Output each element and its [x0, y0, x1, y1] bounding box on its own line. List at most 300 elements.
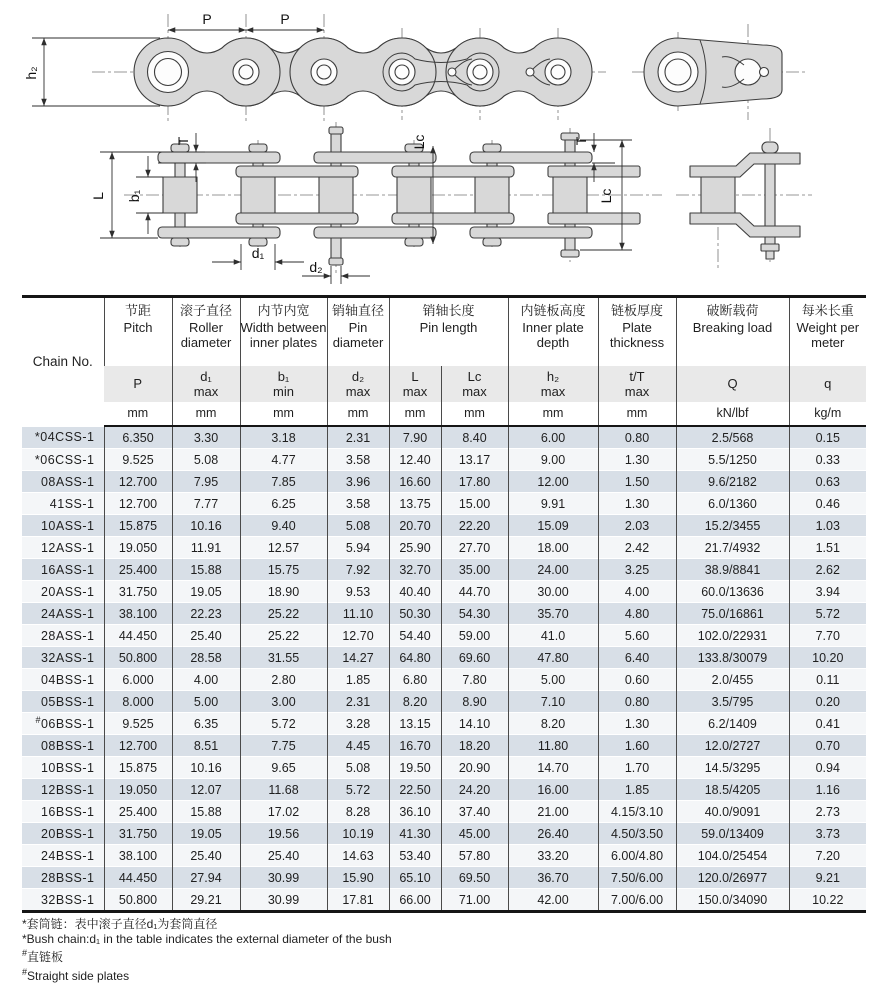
value-cell: 7.10: [508, 691, 598, 713]
value-cell: 13.17: [441, 449, 508, 471]
value-cell: 47.80: [508, 647, 598, 669]
footnote-text: Straight side plates: [27, 968, 130, 983]
dim-label-t-left: T: [175, 136, 191, 146]
dim-label-t-right: T: [573, 136, 589, 146]
value-cell: 59.0/13409: [676, 823, 789, 845]
value-cell: 5.00: [172, 691, 240, 713]
value-cell: 22.20: [441, 515, 508, 537]
value-cell: 59.00: [441, 625, 508, 647]
value-cell: 0.94: [789, 757, 866, 779]
table-row: [22, 757, 866, 779]
dim-label-pitch-2: P: [280, 11, 290, 27]
value-cell: 6.40: [598, 647, 676, 669]
value-cell: 12.40: [389, 449, 441, 471]
footnote-line: [22, 946, 888, 965]
value-cell: 11.68: [240, 779, 327, 801]
value-cell: 20.90: [441, 757, 508, 779]
value-cell: 5.72: [327, 779, 389, 801]
value-cell: 10.22: [789, 889, 866, 912]
value-cell: 3.96: [327, 471, 389, 493]
symbol: Lc: [467, 368, 482, 384]
value-cell: 4.50/3.50: [598, 823, 676, 845]
header-cell-chain-no: Chain No.: [22, 297, 104, 427]
value-cell: 2.80: [240, 669, 327, 691]
unit-cell: mm: [508, 402, 598, 426]
value-cell: 2.03: [598, 515, 676, 537]
value-cell: 7.92: [327, 559, 389, 581]
chain-no-cell: 24BSS-1: [22, 845, 104, 867]
value-cell: 33.20: [508, 845, 598, 867]
value-cell: 4.00: [172, 669, 240, 691]
value-cell: 14.10: [441, 713, 508, 735]
value-cell: 3.58: [327, 493, 389, 515]
value-cell: 3.18: [240, 426, 327, 449]
value-cell: 54.30: [441, 603, 508, 625]
value-cell: 57.80: [441, 845, 508, 867]
chain-no-cell: *06CSS-1: [22, 449, 104, 471]
value-cell: 1.51: [789, 537, 866, 559]
value-cell: 12.07: [172, 779, 240, 801]
value-cell: 25.400: [104, 801, 172, 823]
value-cell: 9.53: [327, 581, 389, 603]
header-cell: [389, 297, 508, 367]
value-cell: 1.16: [789, 779, 866, 801]
value-cell: 2.0/455: [676, 669, 789, 691]
value-cell: 12.0/2727: [676, 735, 789, 757]
value-cell: 5.60: [598, 625, 676, 647]
value-cell: 25.40: [172, 845, 240, 867]
value-cell: 32.70: [389, 559, 441, 581]
chain-no-cell: 12ASS-1: [22, 537, 104, 559]
table-row: [22, 515, 866, 537]
value-cell: 22.50: [389, 779, 441, 801]
dim-label-lc-top: Lc: [411, 134, 427, 150]
value-cell: 7.70: [789, 625, 866, 647]
header-zh: 销轴直径: [331, 303, 384, 318]
value-cell: 7.80: [441, 669, 508, 691]
table-row: [22, 493, 866, 515]
value-cell: 20.70: [389, 515, 441, 537]
value-cell: 1.70: [598, 757, 676, 779]
symbol: b₁: [277, 368, 290, 384]
value-cell: 29.21: [172, 889, 240, 912]
dim-label-pitch-1: P: [202, 11, 212, 27]
chain-no-cell: 10BSS-1: [22, 757, 104, 779]
header-zh: 内节内宽: [257, 303, 310, 318]
table-row: [22, 647, 866, 669]
value-cell: 50.800: [104, 889, 172, 912]
value-cell: 102.0/22931: [676, 625, 789, 647]
value-cell: 9.65: [240, 757, 327, 779]
value-cell: 16.00: [508, 779, 598, 801]
table-row: [22, 867, 866, 889]
value-cell: 24.00: [508, 559, 598, 581]
unit-cell: mm: [104, 402, 172, 426]
header-zh: 内链板高度: [520, 303, 586, 318]
value-cell: 9.525: [104, 449, 172, 471]
header-en: Roller diameter: [180, 319, 232, 350]
value-cell: 14.63: [327, 845, 389, 867]
value-cell: 8.20: [508, 713, 598, 735]
value-cell: 22.23: [172, 603, 240, 625]
value-cell: 15.00: [441, 493, 508, 515]
value-cell: 1.85: [598, 779, 676, 801]
chain-no-cell: 20ASS-1: [22, 581, 104, 603]
value-cell: 4.00: [598, 581, 676, 603]
value-cell: 15.09: [508, 515, 598, 537]
value-cell: 50.30: [389, 603, 441, 625]
value-cell: 15.875: [104, 757, 172, 779]
value-cell: 2.5/568: [676, 426, 789, 449]
value-cell: 16.60: [389, 471, 441, 493]
value-cell: 0.70: [789, 735, 866, 757]
chain-no-cell: 04BSS-1: [22, 669, 104, 691]
symbol: q: [824, 376, 832, 392]
value-cell: 17.81: [327, 889, 389, 912]
header-en: Pin diameter: [332, 319, 384, 350]
table-body: [22, 426, 866, 912]
value-cell: 31.55: [240, 647, 327, 669]
footnote-line: [22, 917, 888, 932]
value-cell: 8.000: [104, 691, 172, 713]
table-row: [22, 801, 866, 823]
chain-no-cell: 28BSS-1: [22, 867, 104, 889]
value-cell: 19.050: [104, 779, 172, 801]
value-cell: 30.00: [508, 581, 598, 603]
header-en: Pitch: [123, 319, 153, 335]
dim-label-d2: d₂: [309, 259, 323, 275]
dim-label-l: L: [90, 192, 106, 200]
symbol-cell: [327, 366, 389, 402]
value-cell: 15.90: [327, 867, 389, 889]
chain-top-view-diagram: [90, 122, 662, 284]
value-cell: 40.0/9091: [676, 801, 789, 823]
value-cell: 5.00: [508, 669, 598, 691]
header-row-symbols: [22, 366, 866, 402]
value-cell: 14.5/3295: [676, 757, 789, 779]
table-row: [22, 713, 866, 735]
value-cell: 75.0/16861: [676, 603, 789, 625]
value-cell: 60.0/13636: [676, 581, 789, 603]
value-cell: 1.50: [598, 471, 676, 493]
symbol: d₁: [200, 368, 212, 384]
footnote-text: Bush chain:d₁ in the table indicates the external diameter of the bush: [26, 931, 392, 946]
header-row-titles: [22, 297, 866, 367]
value-cell: 44.450: [104, 625, 172, 647]
value-cell: 40.40: [389, 581, 441, 603]
header-en: Pin length: [419, 319, 478, 335]
symbol-cell: [508, 366, 598, 402]
symbol: d₂: [351, 368, 365, 384]
value-cell: 2.31: [327, 426, 389, 449]
header-cell: [598, 297, 676, 367]
value-cell: 50.800: [104, 647, 172, 669]
value-cell: 150.0/34090: [676, 889, 789, 912]
header-cell: [240, 297, 327, 367]
value-cell: 1.30: [598, 449, 676, 471]
table-row: [22, 449, 866, 471]
value-cell: 15.2/3455: [676, 515, 789, 537]
table-row: [22, 823, 866, 845]
value-cell: 35.00: [441, 559, 508, 581]
value-cell: 7.50/6.00: [598, 867, 676, 889]
symbol-cell: [104, 366, 172, 402]
value-cell: 9.91: [508, 493, 598, 515]
value-cell: 0.46: [789, 493, 866, 515]
value-cell: 30.99: [240, 867, 327, 889]
table-row: [22, 735, 866, 757]
value-cell: 42.00: [508, 889, 598, 912]
value-cell: 31.750: [104, 823, 172, 845]
value-cell: 8.40: [441, 426, 508, 449]
value-cell: 0.80: [598, 426, 676, 449]
chain-no-cell: 08ASS-1: [22, 471, 104, 493]
value-cell: 15.88: [172, 801, 240, 823]
dim-label-lc-right: Lc: [598, 188, 614, 204]
table-row: [22, 603, 866, 625]
chain-no-cell: *04CSS-1: [22, 426, 104, 449]
value-cell: 53.40: [389, 845, 441, 867]
dim-label-d1: d₁: [251, 245, 265, 261]
header-cell: [104, 297, 172, 367]
table-row: [22, 559, 866, 581]
value-cell: 3.28: [327, 713, 389, 735]
value-cell: 26.40: [508, 823, 598, 845]
value-cell: 4.45: [327, 735, 389, 757]
value-cell: 14.70: [508, 757, 598, 779]
value-cell: 17.80: [441, 471, 508, 493]
value-cell: 8.28: [327, 801, 389, 823]
value-cell: 2.73: [789, 801, 866, 823]
qualifier: max: [402, 384, 428, 399]
qualifier: min: [273, 384, 294, 399]
value-cell: 17.02: [240, 801, 327, 823]
value-cell: 18.00: [508, 537, 598, 559]
value-cell: 4.15/3.10: [598, 801, 676, 823]
value-cell: 13.75: [389, 493, 441, 515]
header-en: Inner plate depth: [522, 319, 584, 350]
header-row-units: [22, 402, 866, 426]
symbol: L: [411, 368, 419, 384]
value-cell: 12.700: [104, 735, 172, 757]
value-cell: 0.15: [789, 426, 866, 449]
value-cell: 10.19: [327, 823, 389, 845]
table-row: [22, 779, 866, 801]
value-cell: 19.05: [172, 823, 240, 845]
symbol-cell: [789, 366, 866, 402]
value-cell: 15.88: [172, 559, 240, 581]
chain-no-cell: 41SS-1: [22, 493, 104, 515]
value-cell: 3.5/795: [676, 691, 789, 713]
value-cell: 19.56: [240, 823, 327, 845]
value-cell: 8.20: [389, 691, 441, 713]
symbol: h₂: [546, 368, 560, 384]
chain-side-view-diagram: [23, 11, 606, 122]
table-row: [22, 426, 866, 449]
value-cell: 13.15: [389, 713, 441, 735]
value-cell: 11.91: [172, 537, 240, 559]
footnote-line: [22, 932, 888, 947]
value-cell: 6.25: [240, 493, 327, 515]
value-cell: 19.50: [389, 757, 441, 779]
table-row: [22, 471, 866, 493]
chain-no-cell: 32ASS-1: [22, 647, 104, 669]
value-cell: 133.8/30079: [676, 647, 789, 669]
value-cell: 19.05: [172, 581, 240, 603]
dim-label-h2: h₂: [23, 66, 39, 80]
chain-no-cell: 16BSS-1: [22, 801, 104, 823]
value-cell: 5.72: [789, 603, 866, 625]
header-zh: 节距: [124, 303, 151, 318]
value-cell: 0.80: [598, 691, 676, 713]
value-cell: 10.20: [789, 647, 866, 669]
table-row: [22, 845, 866, 867]
header-en: Breaking load: [692, 319, 773, 335]
value-cell: 6.350: [104, 426, 172, 449]
chain-no-cell: 05BSS-1: [22, 691, 104, 713]
value-cell: 16.70: [389, 735, 441, 757]
value-cell: 69.50: [441, 867, 508, 889]
footnote-line: [22, 965, 888, 984]
header-zh: 破断载荷: [706, 303, 759, 318]
value-cell: 7.75: [240, 735, 327, 757]
header-zh: 销轴长度: [422, 303, 475, 318]
qualifier: max: [462, 384, 487, 399]
value-cell: 4.80: [598, 603, 676, 625]
value-cell: 4.77: [240, 449, 327, 471]
unit-cell: mm: [441, 402, 508, 426]
footnote-mark: #: [22, 948, 28, 958]
unit-cell: mm: [598, 402, 676, 426]
value-cell: 5.08: [172, 449, 240, 471]
footnotes: [22, 917, 888, 983]
value-cell: 7.00/6.00: [598, 889, 676, 912]
chain-no-cell: 24ASS-1: [22, 603, 104, 625]
value-cell: 0.11: [789, 669, 866, 691]
header-en: Weight per meter: [796, 319, 860, 350]
value-cell: 1.85: [327, 669, 389, 691]
value-cell: 38.100: [104, 845, 172, 867]
table-row: [22, 537, 866, 559]
unit-cell: kN/lbf: [676, 402, 789, 426]
table-header: [22, 297, 866, 427]
header-cell: [508, 297, 598, 367]
value-cell: 5.94: [327, 537, 389, 559]
footnote-text: 套筒链：表中滚子直径d₁为套筒直径: [26, 917, 218, 931]
value-cell: 5.08: [327, 515, 389, 537]
value-cell: 9.6/2182: [676, 471, 789, 493]
unit-cell: mm: [240, 402, 327, 426]
value-cell: 69.60: [441, 647, 508, 669]
value-cell: 2.31: [327, 691, 389, 713]
chain-no-cell: 16ASS-1: [22, 559, 104, 581]
value-cell: 15.875: [104, 515, 172, 537]
chain-no-cell: 32BSS-1: [22, 889, 104, 912]
symbol: t/T: [629, 368, 645, 384]
qualifier: max: [345, 384, 371, 399]
technical-drawing: [0, 0, 888, 292]
value-cell: 1.03: [789, 515, 866, 537]
unit-cell: mm: [172, 402, 240, 426]
symbol-cell: [389, 366, 441, 402]
header-zh: 链板厚度: [611, 303, 664, 318]
value-cell: 36.10: [389, 801, 441, 823]
value-cell: 6.35: [172, 713, 240, 735]
table-row: [22, 581, 866, 603]
value-cell: 44.450: [104, 867, 172, 889]
value-cell: 10.16: [172, 515, 240, 537]
value-cell: 1.30: [598, 493, 676, 515]
value-cell: 5.72: [240, 713, 327, 735]
offset-link-side-view: [632, 24, 806, 120]
value-cell: 35.70: [508, 603, 598, 625]
value-cell: 37.40: [441, 801, 508, 823]
value-cell: 54.40: [389, 625, 441, 647]
footnote-text: 直链板: [27, 950, 64, 964]
symbol-cell: [676, 366, 789, 402]
chain-no-cell: 28ASS-1: [22, 625, 104, 647]
value-cell: 3.00: [240, 691, 327, 713]
value-cell: 38.9/8841: [676, 559, 789, 581]
value-cell: 7.20: [789, 845, 866, 867]
value-cell: 104.0/25454: [676, 845, 789, 867]
value-cell: 71.00: [441, 889, 508, 912]
header-cell: [789, 297, 866, 367]
value-cell: 3.73: [789, 823, 866, 845]
symbol: Q: [727, 376, 738, 392]
value-cell: 27.70: [441, 537, 508, 559]
value-cell: 0.41: [789, 713, 866, 735]
symbol-cell: [172, 366, 240, 402]
footnote-mark: #: [22, 966, 28, 977]
unit-cell: kg/m: [789, 402, 866, 426]
value-cell: 25.90: [389, 537, 441, 559]
symbol-cell: [598, 366, 676, 402]
symbol-cell: [441, 366, 508, 402]
header-cell: [172, 297, 240, 367]
value-cell: 27.94: [172, 867, 240, 889]
value-cell: 36.70: [508, 867, 598, 889]
value-cell: 8.90: [441, 691, 508, 713]
header-cell: [327, 297, 389, 367]
value-cell: 14.27: [327, 647, 389, 669]
value-cell: 45.00: [441, 823, 508, 845]
value-cell: 9.21: [789, 867, 866, 889]
offset-link-top-view: [676, 128, 812, 268]
value-cell: 0.60: [598, 669, 676, 691]
header-cell: [676, 297, 789, 367]
value-cell: 30.99: [240, 889, 327, 912]
value-cell: 28.58: [172, 647, 240, 669]
value-cell: 31.750: [104, 581, 172, 603]
value-cell: 44.70: [441, 581, 508, 603]
chain-no-cell: #06BSS-1: [22, 713, 104, 735]
value-cell: 2.42: [598, 537, 676, 559]
value-cell: 3.25: [598, 559, 676, 581]
value-cell: 9.525: [104, 713, 172, 735]
header-en: Width between inner plates: [240, 319, 327, 350]
header-zh: 滚子直径: [179, 303, 232, 318]
value-cell: 66.00: [389, 889, 441, 912]
value-cell: 65.10: [389, 867, 441, 889]
chain-no-cell: 10ASS-1: [22, 515, 104, 537]
value-cell: 12.00: [508, 471, 598, 493]
value-cell: 9.00: [508, 449, 598, 471]
value-cell: 12.700: [104, 493, 172, 515]
value-cell: 6.2/1409: [676, 713, 789, 735]
value-cell: 19.050: [104, 537, 172, 559]
value-cell: 11.10: [327, 603, 389, 625]
